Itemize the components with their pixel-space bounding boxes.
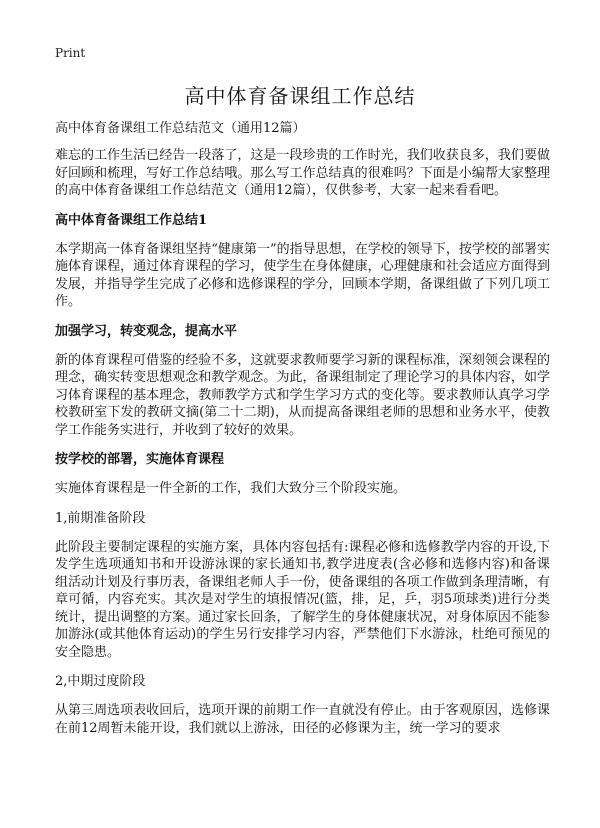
part2-paragraph: 实施体育课程是一件全新的工作，我们大致分三个阶段实施。 — [55, 481, 407, 496]
document-subtitle: 高中体育备课组工作总结范文（通用12篇） — [55, 121, 306, 136]
stage2-heading: 2,中期过度阶段 — [55, 674, 146, 689]
stage1-heading: 1,前期准备阶段 — [55, 510, 146, 526]
intro-paragraph: 难忘的工作生活已经告一段落了，这是一段珍贵的工作时光，我们收获良多，我们要做好回顾和梳理，写好工作总结哦。那么写工作总结真的很难吗？下面是小编帮大家整理的高中体育备课组工作总结范文（通用12篇），仅供参考，大家一起来看看吧。 — [55, 148, 550, 198]
stage2-paragraph: 从第三周选项表收回后，选项开课的前期工作一直就没有停止。由于客观原因，选修课在前12周暂未能开设，我们就以上游泳，田径的必修课为主，统一学习的要求 — [55, 703, 550, 736]
stage1-paragraph: 此阶段主要制定课程的实施方案，具体内容包括有:课程必修和选修教学内容的开设,下发学生选项通知书和开设游泳课的家长通知书,教学进度表(含必修和选修内容)和备课组活动计划及行事历表，备课组老师人手一份，使备课组的各项工作做到条理清晰，有章可循，内容充实。其次是对学生的填报情况(篮，排，足，乒，羽5项球类)进行分类统计，提出调整的方案。通过家长回条，了解学生的身体健康状况，对身体原因不能参加游泳(或其他体育运动)的学生另行安排学习内容，严禁他们下水游泳，杜绝可预见的安全隐患。 — [55, 539, 550, 660]
part1-heading: 加强学习，转变观念，提高水平 — [55, 323, 238, 339]
part1-paragraph: 新的体育课程可借鉴的经验不多，这就要求教师要学习新的课程标准，深刻领会课程的理念，确实转变思想观念和教学观念。为此，备课组制定了理论学习的具体内容，如学习体育课程的基本理念，教师教学方式和学生学习方式的变化等。要求教师认真学习学校教研室下发的教研文摘(第二十二期)，从而提高备课组老师的思想和业务水平，使教学工作能务实进行，并收到了较好的效果。 — [55, 352, 550, 438]
section-heading-1: 高中体育备课组工作总结1 — [55, 212, 208, 228]
part2-heading: 按学校的部署，实施体育课程 — [55, 452, 225, 467]
document-body — [55, 120, 550, 749]
print-label: Print — [55, 46, 86, 60]
section1-intro-paragraph: 本学期高一体育备课组坚持“健康第一”的指导思想，在学校的领导下，按学校的部署实施体育课程，通过体育课程的学习，使学生在身体健康，心理健康和社会适应方面得到发展，并指导学生完成了必修和选修课程的学分，回顾本学期，备课组做了下列几项工作。 — [55, 241, 550, 309]
document-title: 高中体育备课组工作总结 — [184, 84, 416, 108]
